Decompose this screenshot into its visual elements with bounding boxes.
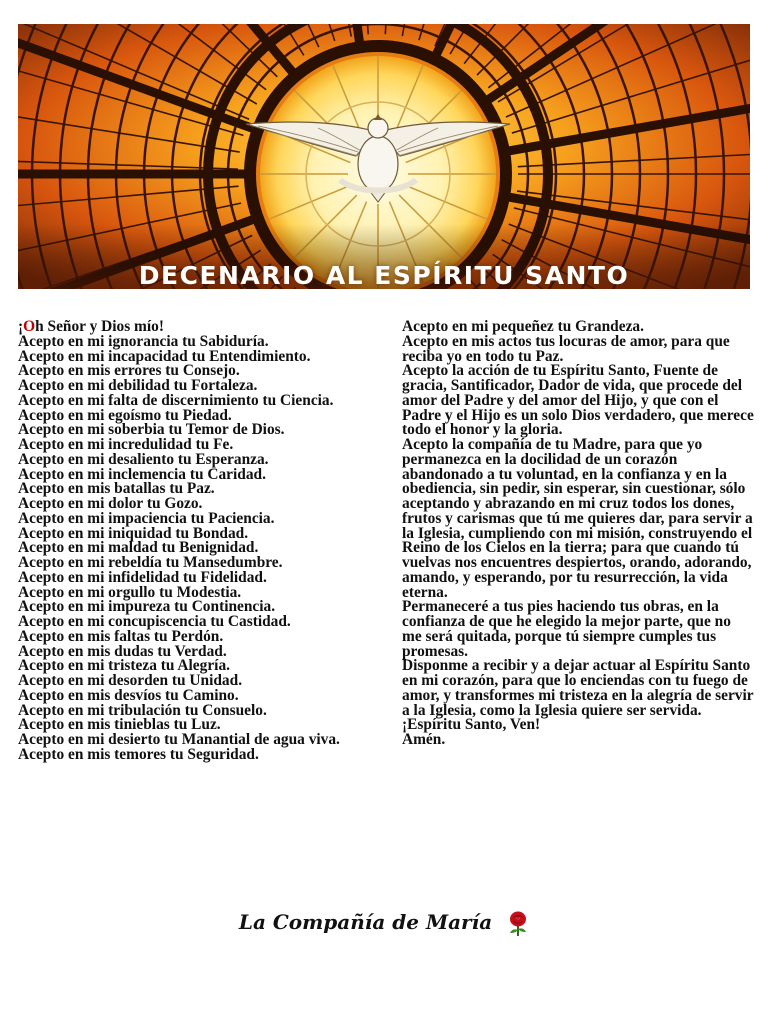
right-line: Acepto en mis actos tus locuras de amor, para que reciba yo en todo tu Paz.	[402, 332, 730, 365]
left-line: Acepto en mi soberbia tu Temor de Dios.	[18, 421, 285, 439]
header-banner	[18, 24, 750, 289]
rose-icon	[507, 911, 529, 937]
stained-glass-image	[18, 24, 750, 289]
left-line: Acepto en mi egoísmo tu Piedad.	[18, 406, 232, 424]
left-line: Acepto en mi desorden tu Unidad.	[18, 672, 243, 689]
left-line: Acepto en mis errores tu Consejo.	[18, 362, 240, 380]
footer-signature	[0, 905, 768, 939]
right-line: Acepto en mi pequeñez tu Grandeza.	[402, 318, 644, 335]
left-line: Acepto en mi tribulación tu Consuelo.	[18, 701, 267, 719]
right-line: Acepto la compañía de tu Madre, para que yo permanezca en la docilidad de un corazón abandonado a tu voluntad, en la confianza y en la obediencia, sin pedir, sin esperar, sin cuestionar, sólo aceptando y abrazando en mi cruz todos los dones, frutos y carismas que tú me quieres dar, para servir a la Iglesia, cumpliendo con mi misión, construyendo el Reino de los Cielos en la tierra; para que cuando tú vuelvas nos encuentres despiertos, orando, adorando, amando, y esperando, por tu resurrección, la vida eterna.	[402, 436, 753, 601]
left-line: Acepto en mis desvíos tu Camino.	[18, 686, 239, 704]
left-line: Acepto en mi ignorancia tu Sabiduría.	[18, 332, 269, 350]
left-line: Acepto en mi concupiscencia tu Castidad.	[18, 613, 291, 630]
left-line: Acepto en mi desierto tu Manantial de agua viva.	[18, 731, 340, 748]
left-line: Acepto en mi rebeldía tu Mansedumbre.	[18, 554, 283, 571]
left-lines-list	[18, 332, 376, 763]
left-line: Acepto en mi orgullo tu Modestia.	[18, 583, 242, 601]
left-line: Acepto en mis batallas tu Paz.	[18, 480, 215, 498]
banner-title: DECENARIO AL ESPÍRITU SANTO	[138, 261, 630, 289]
left-line: Acepto en mi desaliento tu Esperanza.	[18, 450, 269, 468]
left-line: Acepto en mi impureza tu Continencia.	[18, 598, 276, 616]
right-line: Permaneceré a tus pies haciendo tus obras, en la confianza de que he elegido la mejor parte, que no me será quitada, porque tú siempre cumples tus promesas.	[402, 598, 731, 660]
left-line: Acepto en mis temores tu Seguridad.	[18, 745, 259, 763]
right-line: Disponme a recibir y a dejar actuar al Espíritu Santo en mi corazón, para que lo enciendas con tu fuego de amor, y transformes mi tristeza en la alegría de servir a la Iglesia, como la Iglesia quiere ser servida.	[402, 657, 754, 719]
opening-rest: h Señor y Dios mío!	[35, 318, 164, 335]
left-line: Acepto en mi inclemencia tu Caridad.	[18, 465, 266, 483]
left-line: Acepto en mi maldad tu Benignidad.	[18, 539, 259, 557]
signature-text: La Compañía de María	[238, 910, 493, 934]
right-line: Amén.	[402, 731, 446, 748]
left-line: Acepto en mi iniquidad tu Bondad.	[18, 524, 249, 542]
left-line: Acepto en mi debilidad tu Fortaleza.	[18, 377, 258, 394]
left-line: Acepto en mi tristeza tu Alegría.	[18, 657, 230, 675]
left-line: Acepto en mis faltas tu Perdón.	[18, 627, 224, 645]
prayer-column-left	[18, 320, 376, 763]
left-line: Acepto en mi falta de discernimiento tu Ciencia.	[18, 391, 334, 409]
left-line: Acepto en mis dudas tu Verdad.	[18, 642, 227, 660]
opening-initial: O	[23, 318, 36, 335]
left-line: Acepto en mi incapacidad tu Entendimiento.	[18, 347, 311, 365]
left-line: Acepto en mi incredulidad tu Fe.	[18, 436, 234, 453]
opening-mark: ¡	[18, 318, 24, 335]
left-line: Acepto en mi impaciencia tu Paciencia.	[18, 509, 275, 527]
right-line: Acepto la acción de tu Espíritu Santo, Fuente de gracia, Santificador, Dador de vida, que procede del amor del Padre y del amor del Hijo, y que con el Padre y el Hijo es un solo Dios verdadero, que merece todo el honor y la gloria.	[402, 362, 754, 439]
right-lines-list	[402, 320, 754, 748]
prayer-column-right	[402, 320, 754, 748]
left-line: Acepto en mis tinieblas tu Luz.	[18, 716, 221, 734]
left-line: Acepto en mi dolor tu Gozo.	[18, 495, 203, 512]
right-line: ¡Espíritu Santo, Ven!	[402, 716, 541, 734]
left-line: Acepto en mi infidelidad tu Fidelidad.	[18, 568, 267, 586]
